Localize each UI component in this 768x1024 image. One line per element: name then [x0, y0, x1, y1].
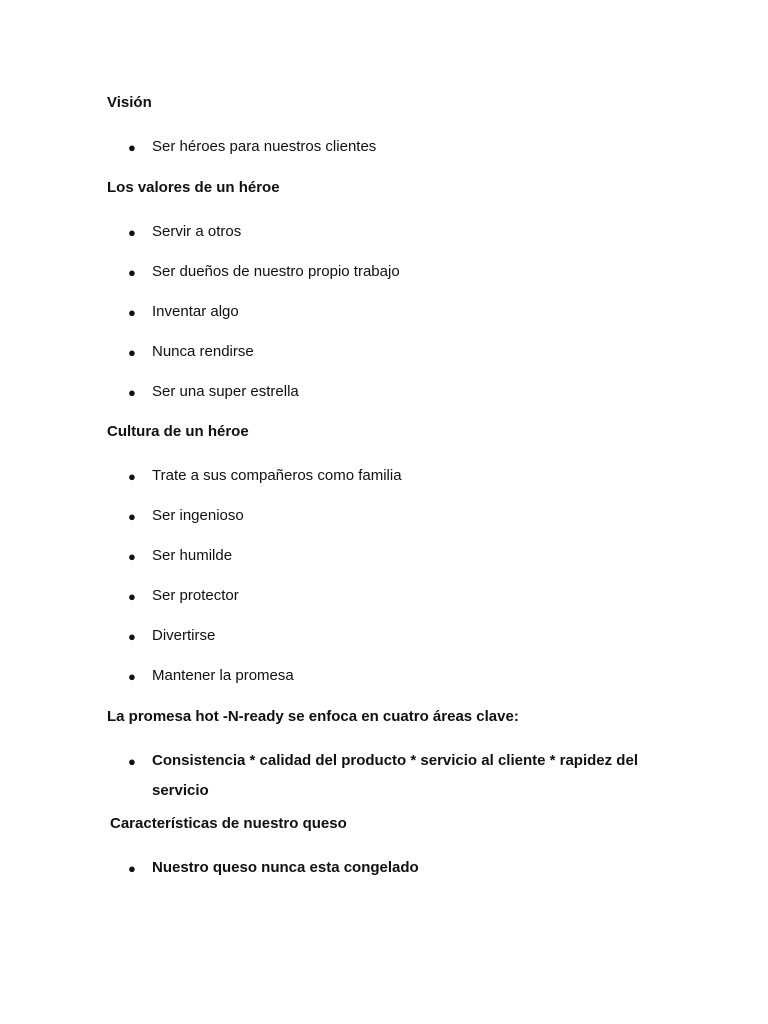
bullet-icon: ● — [128, 265, 136, 280]
list-item — [128, 751, 688, 806]
list-item-text: Mantener la promesa — [152, 667, 294, 684]
list-item-text: Ser héroes para nuestros clientes — [152, 138, 377, 155]
list-item-text: Divertirse — [152, 627, 216, 644]
bullet-icon: ● — [128, 754, 136, 769]
list-item-text: Inventar algo — [152, 303, 239, 320]
bullet-icon: ● — [128, 669, 136, 684]
list-item — [128, 137, 688, 158]
section-heading-valores: Los valores de un héroe — [107, 179, 280, 196]
bullet-icon: ● — [128, 549, 136, 564]
list-item — [128, 506, 688, 527]
list-item — [128, 222, 688, 243]
section-heading-promesa: La promesa hot -N-ready se enfoca en cuatro áreas clave: — [107, 708, 519, 725]
bullet-icon: ● — [128, 469, 136, 484]
list-item — [128, 666, 688, 687]
list-item — [128, 626, 688, 647]
section-heading-queso: Características de nuestro queso — [110, 815, 347, 832]
list-item-text: Nuestro queso nunca esta congelado — [152, 859, 419, 876]
list-item — [128, 262, 688, 283]
bullet-icon: ● — [128, 140, 136, 155]
bullet-icon: ● — [128, 629, 136, 644]
bullet-icon: ● — [128, 589, 136, 604]
list-item-text: Consistencia * calidad del producto * servicio al cliente * rapidez del servicio — [152, 752, 638, 799]
list-item — [128, 586, 688, 607]
list-item-text: Ser protector — [152, 587, 239, 604]
list-item-text: Ser dueños de nuestro propio trabajo — [152, 263, 400, 280]
list-item — [128, 546, 688, 567]
list-item-text: Servir a otros — [152, 223, 242, 240]
list-item — [128, 342, 688, 363]
list-item-text: Ser humilde — [152, 547, 233, 564]
section-heading-cultura: Cultura de un héroe — [107, 423, 249, 440]
list-item — [128, 858, 688, 879]
list-item-text: Ser ingenioso — [152, 507, 244, 524]
list-item — [128, 382, 688, 403]
bullet-icon: ● — [128, 385, 136, 400]
section-heading-vision: Visión — [107, 94, 152, 111]
list-item — [128, 466, 688, 487]
list-item-text: Nunca rendirse — [152, 343, 254, 360]
list-item — [128, 302, 688, 323]
list-item-text: Ser una super estrella — [152, 383, 299, 400]
bullet-icon: ● — [128, 861, 136, 876]
bullet-icon: ● — [128, 345, 136, 360]
list-item-text: Trate a sus compañeros como familia — [152, 467, 402, 484]
bullet-icon: ● — [128, 225, 136, 240]
bullet-icon: ● — [128, 509, 136, 524]
bullet-icon: ● — [128, 305, 136, 320]
